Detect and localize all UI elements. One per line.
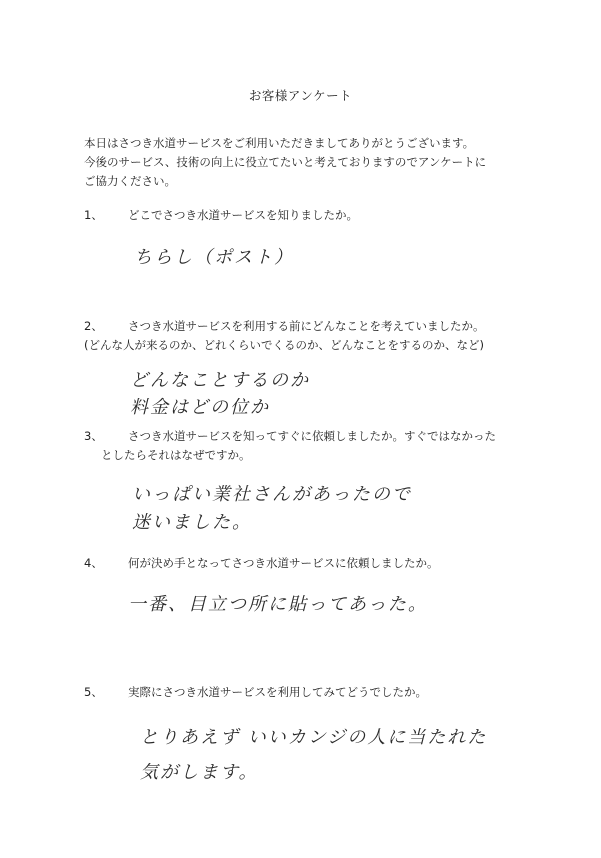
question-text: さつき水道サービスを利用する前にどんなことを考えていましたか。 [128,319,485,333]
question-text: 実際にさつき水道サービスを利用してみてどうでしたか。 [128,685,427,699]
answer-handwritten: 迷いました。 [132,512,252,533]
answer-handwritten: 一番、目立つ所に貼ってあった。 [128,594,428,615]
answer-handwritten: 料金はどの位か [130,397,270,418]
question-number: 3、 [84,429,103,443]
answer-handwritten: 気がします。 [140,762,259,783]
answer-handwritten: いっぱい業社さんがあったので [132,484,412,505]
question-number: 4、 [84,556,103,570]
intro-line: ご協力ください。 [84,174,176,188]
question-number: 5、 [84,685,103,699]
intro-line: 本日はさつき水道サービスをご利用いただきましてありがとうございます。 [84,136,475,150]
question-text: 何が決め手となってさつき水道サービスに依頼しましたか。 [128,556,439,570]
question-text: どこでさつき水道サービスを知りましたか。 [128,208,358,222]
answer-handwritten: ちらし（ポスト） [134,247,294,268]
question-subtext: (どんな人が来るのか、どれくらいでくるのか、どんなことをするのか、など) [84,338,484,352]
question-number: 2、 [84,319,103,333]
question-text: さつき水道サービスを知ってすぐに依頼しましたか。すぐではなかった [128,429,496,443]
page-title: お客様アンケート [248,88,353,103]
answer-handwritten: とりあえず いいカンジの人に当たれた [140,727,488,748]
answer-handwritten: どんなことするのか [130,370,310,391]
intro-text [84,134,486,191]
question-text-continued: としたらそれはなぜですか。 [101,448,251,462]
question-number: 1、 [84,208,103,222]
intro-line: 今後のサービス、技術の向上に役立てたいと考えておりますのでアンケートに [84,155,487,169]
